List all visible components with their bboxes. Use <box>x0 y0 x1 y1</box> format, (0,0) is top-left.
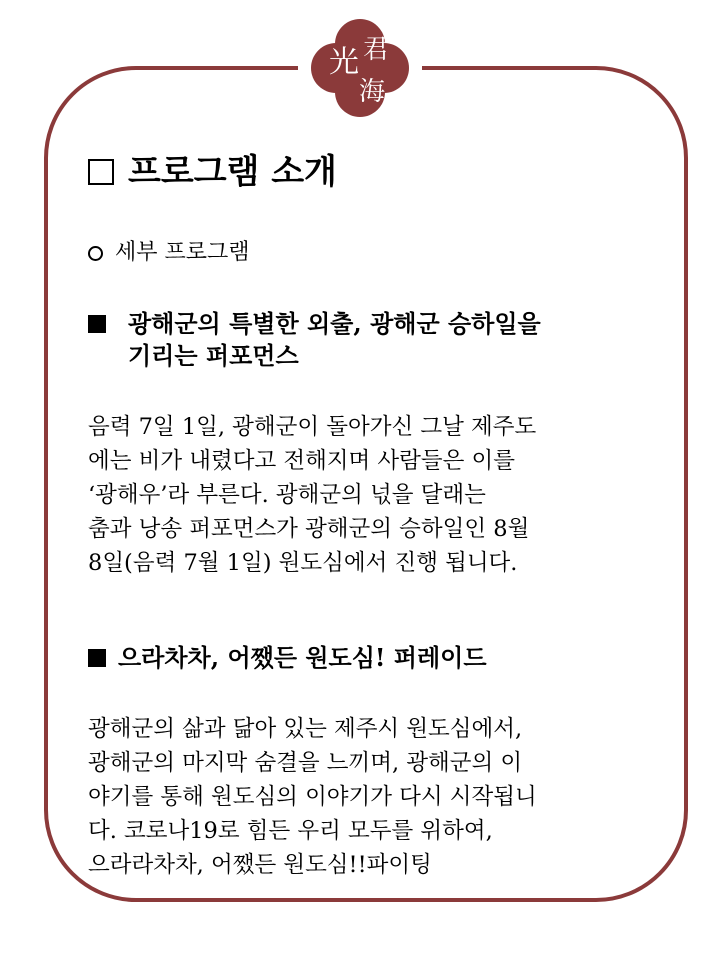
program1-heading-line: 기리는 퍼포먼스 <box>128 341 299 370</box>
program1-description <box>88 410 668 580</box>
program1-heading-line: 광해군의 특별한 외출, 광해군 승하일을 <box>128 309 541 338</box>
program2-heading-text: 으라차차, 어쨌든 원도심! 퍼레이드 <box>118 643 487 672</box>
program1-line: 에는 비가 내렸다고 전해지며 사람들은 이를 <box>88 448 515 474</box>
program1-line: 춤과 낭송 퍼포먼스가 광해군의 승하일인 8월 <box>88 516 530 542</box>
program2-line: 광해군의 마지막 숨결을 느끼며, 광해군의 이 <box>88 750 523 776</box>
logo-char-1: 光 <box>329 45 359 80</box>
program2-line: 다. 코로나19로 힘든 우리 모두를 위하여, <box>88 818 493 844</box>
section-label <box>88 238 668 268</box>
page-title <box>88 150 668 194</box>
logo-char-3: 海 <box>358 77 386 107</box>
program2-heading <box>88 642 668 674</box>
logo-char-2: 君 <box>362 35 390 65</box>
filled-square-bullet-icon <box>88 649 106 667</box>
program2-description <box>88 712 668 882</box>
filled-square-bullet-icon <box>88 315 106 333</box>
program1-line: 음력 7일 1일, 광해군이 돌아가신 그날 제주도 <box>88 414 537 440</box>
program1-line: ‘광해우’라 부른다. 광해군의 넋을 달래는 <box>88 482 486 508</box>
section-label-text: 세부 프로그램 <box>115 240 250 265</box>
square-bullet-icon <box>88 159 114 185</box>
main-content <box>88 150 668 882</box>
program2-line: 으라라차차, 어쨌든 원도심!!파이팅 <box>88 852 432 878</box>
logo-seal-icon <box>310 18 410 118</box>
program1-heading-text <box>128 308 541 372</box>
page-title-text: 프로그램 소개 <box>128 152 337 192</box>
circle-bullet-icon <box>88 246 103 261</box>
program1-line: 8일(음력 7월 1일) 원도심에서 진행 됩니다. <box>88 550 518 576</box>
program1-heading <box>88 308 668 372</box>
program2-line: 야기를 통해 원도심의 이야기가 다시 시작됩니 <box>88 784 537 810</box>
program2-line: 광해군의 삶과 닮아 있는 제주시 원도심에서, <box>88 716 523 742</box>
